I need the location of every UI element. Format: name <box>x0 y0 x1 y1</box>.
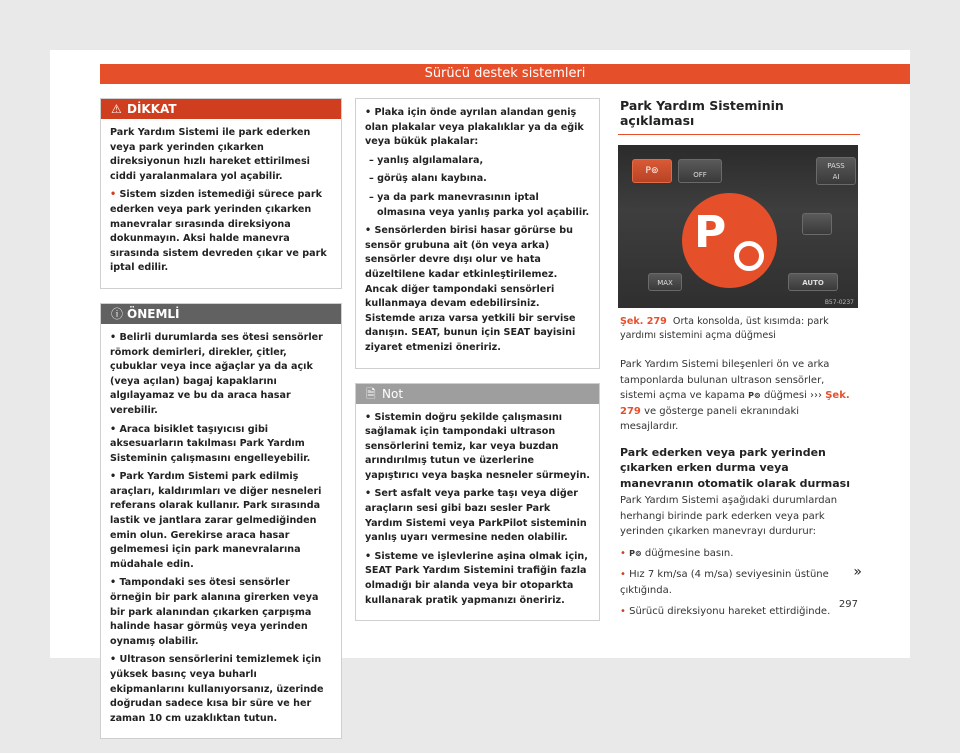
column-middle <box>355 98 600 635</box>
continue-marker: » <box>853 564 862 580</box>
important-body <box>101 324 341 738</box>
important-title: ÖNEMLİ <box>127 306 180 321</box>
page <box>50 50 910 724</box>
important-box <box>100 303 342 739</box>
condition-item-3: • Sürücü direksiyonu hareket ettirdiğinde. <box>620 606 831 617</box>
important-dash-2: – görüş alanı kaybına. <box>369 173 487 185</box>
important-bullet-4: • Tampondaki ses ötesi sensörler örneğin bir park alanına girerken veya bir park alanından çıkarken çarpışma halinde hasar görmüş veya yerinden oynamış olabilir. <box>110 577 319 647</box>
parking-p-icon: P <box>694 207 727 258</box>
section-body <box>618 357 860 620</box>
important-header <box>101 304 341 324</box>
note-icon: 🗎 <box>366 386 376 401</box>
figure-link[interactable]: Şek. 279 <box>620 390 850 417</box>
important-bullet-5a: • Ultrason sensörlerini temizlemek için yüksek basınç veya buharlı ekipmanlarını kullanıyorsanız, üzerinde doğrudan sadece kısa bir süre ve her zaman 10 cm uzaklıktan tutun. <box>110 654 324 724</box>
park-assist-highlight <box>682 193 777 288</box>
warning-bullet: • Sistem sizden istemediği sürece park ederken veya park yerinden çıkarken manevralar sırasında direksiyona dokunmayın. Aksi halde manevra sırasında sistem devreden çıkar ve park iptal edilir. <box>110 189 327 274</box>
info-circle-icon: ⓘ <box>111 306 124 321</box>
steering-wheel-icon <box>734 241 764 271</box>
important-bullet-2: • Araca bisiklet taşıyıcısı gibi aksesuarların takılması Park Yardım Sisteminin çalışmasını engelleyebilir. <box>110 423 311 464</box>
chapter-header: Sürücü destek sistemleri <box>100 64 910 84</box>
important-box-continued <box>355 98 600 369</box>
warning-body <box>101 119 341 288</box>
important-dash-3: – ya da park manevrasının iptal olmasına veya yanlış parka yol açabilir. <box>369 191 590 218</box>
important-bullet-7: • Sensörlerden birisi hasar görürse bu sensör grubuna ait (ön veya arka) sensörler devre dışı olur ve hata düzeltilene kadar etkinleştirilemez. Ancak diğer tampondaki sensörleri kullanmaya devam edebilirsiniz. Sistemde arıza varsa yetkili bir servise danışın. SEAT, bunun için SEAT bayisini ziyaret etmenizi öneririz. <box>365 225 576 353</box>
park-button-small: P⊚ <box>632 159 672 183</box>
subsection-heading: Park ederken veya park yerinden çıkarken erken durma veya manevranın otomatik olarak durması <box>620 445 850 490</box>
condition-item-1: • P⊚ düğmesine basın. <box>620 546 860 562</box>
column-left <box>100 98 342 753</box>
note-body <box>356 404 599 621</box>
warning-triangle-icon: ⚠ <box>111 102 122 116</box>
note-bullet-3: • Sisteme ve işlevlerine aşina olmak için, SEAT Park Yardım Sistemini trafiğin fazla olmadığı bir alanda veya bir otoparkta kullanarak pratik yapmanızı öneririz. <box>365 550 588 606</box>
page-number: 297 <box>838 599 858 610</box>
warning-box <box>100 98 342 289</box>
stop-conditions-paragraph: Park Yardım Sistemi aşağıdaki durumlardan herhangi birinde park ederken veya park yerinden çıkarken manevrayı durdurur: <box>620 495 838 537</box>
section-title: Park Yardım Sisteminin açıklaması <box>618 98 860 135</box>
important-bullet-6: • Plaka için önde ayrılan alandan geniş olan plakalar veya plakalıklar ya da eğik veya bükük plakalar: <box>365 107 584 148</box>
note-bullet-1: • Sistemin doğru şekilde çalışmasını sağlamak için tampondaki ultrason sensörlerini temiz, kar veya buzdan arındırılmış tutun ve üzerlerine yapıştırıcı veya başka nesneler sürmeyin. <box>365 411 590 481</box>
condition-item-2: • Hız 7 km/sa (4 m/sa) seviyesinin üstüne çıktığında. <box>620 569 829 596</box>
figure-code: B57-0237 <box>824 299 854 306</box>
note-title: Not <box>382 386 404 401</box>
note-box <box>355 383 600 622</box>
park-button-icon: P⊚ <box>748 391 761 400</box>
warning-header <box>101 99 341 119</box>
figure-caption: Şek. 279 Orta konsolda, üst kısımda: park yardımı sistemini açma düğmesi <box>620 316 829 341</box>
important-dash-1: – yanlış algılamalara, <box>369 154 484 166</box>
figure-park-assist-button <box>618 145 858 308</box>
park-button-icon: P⊚ <box>629 548 642 558</box>
column-right <box>618 98 860 626</box>
important-bullet-1: • Belirli durumlarda ses ötesi sensörler römork demirleri, direkler, çitler, çubuklar veya ince ağaçlar ya da açık (veya açılan) bagaj kapaklarını algılayamaz ve bu da araca hasar verebilir. <box>110 331 323 416</box>
important-bullet-3: • Park Yardım Sistemi park edilmiş araçları, kaldırımları ve diğer nesneleri referans olarak kullanır. Park sırasında lastik ve jantlara zarar gelmediğinden emin olun. Gerekirse araca hasar gelmemesi için park manevralarına müdahale edin. <box>110 471 322 570</box>
intro-paragraph: Park Yardım Sistemi bileşenleri ön ve arka tamponlarda bulunan ultrason sensörler, sistemi açma ve kapama P⊚ düğmesi ››› Şek. 279 ve gösterge paneli ekranındaki mesajlardır. <box>620 359 850 432</box>
auto-button: AUTO <box>788 273 838 291</box>
note-header <box>356 384 599 404</box>
note-bullet-2: • Sert asfalt veya parke taşı veya diğer araçların sesi gibi bazı sesler Park Yardım Sistemi veya ParkPilot sisteminin yanlış uyarı vermesine neden olabilir. <box>365 488 587 544</box>
off-button: OFF <box>678 159 722 183</box>
important-body-continued <box>356 99 599 368</box>
warning-paragraph: Park Yardım Sistemi ile park ederken veya park yerinden çıkarken direksiyonun hızlı hareket ettirilmesi ciddi yaralanmalara yol açabilir. <box>110 127 311 182</box>
pass-ai-button: PASS AI <box>816 157 856 185</box>
seat-button <box>802 213 832 235</box>
max-button: MAX <box>648 273 682 291</box>
warning-title: DİKKAT <box>127 102 177 116</box>
